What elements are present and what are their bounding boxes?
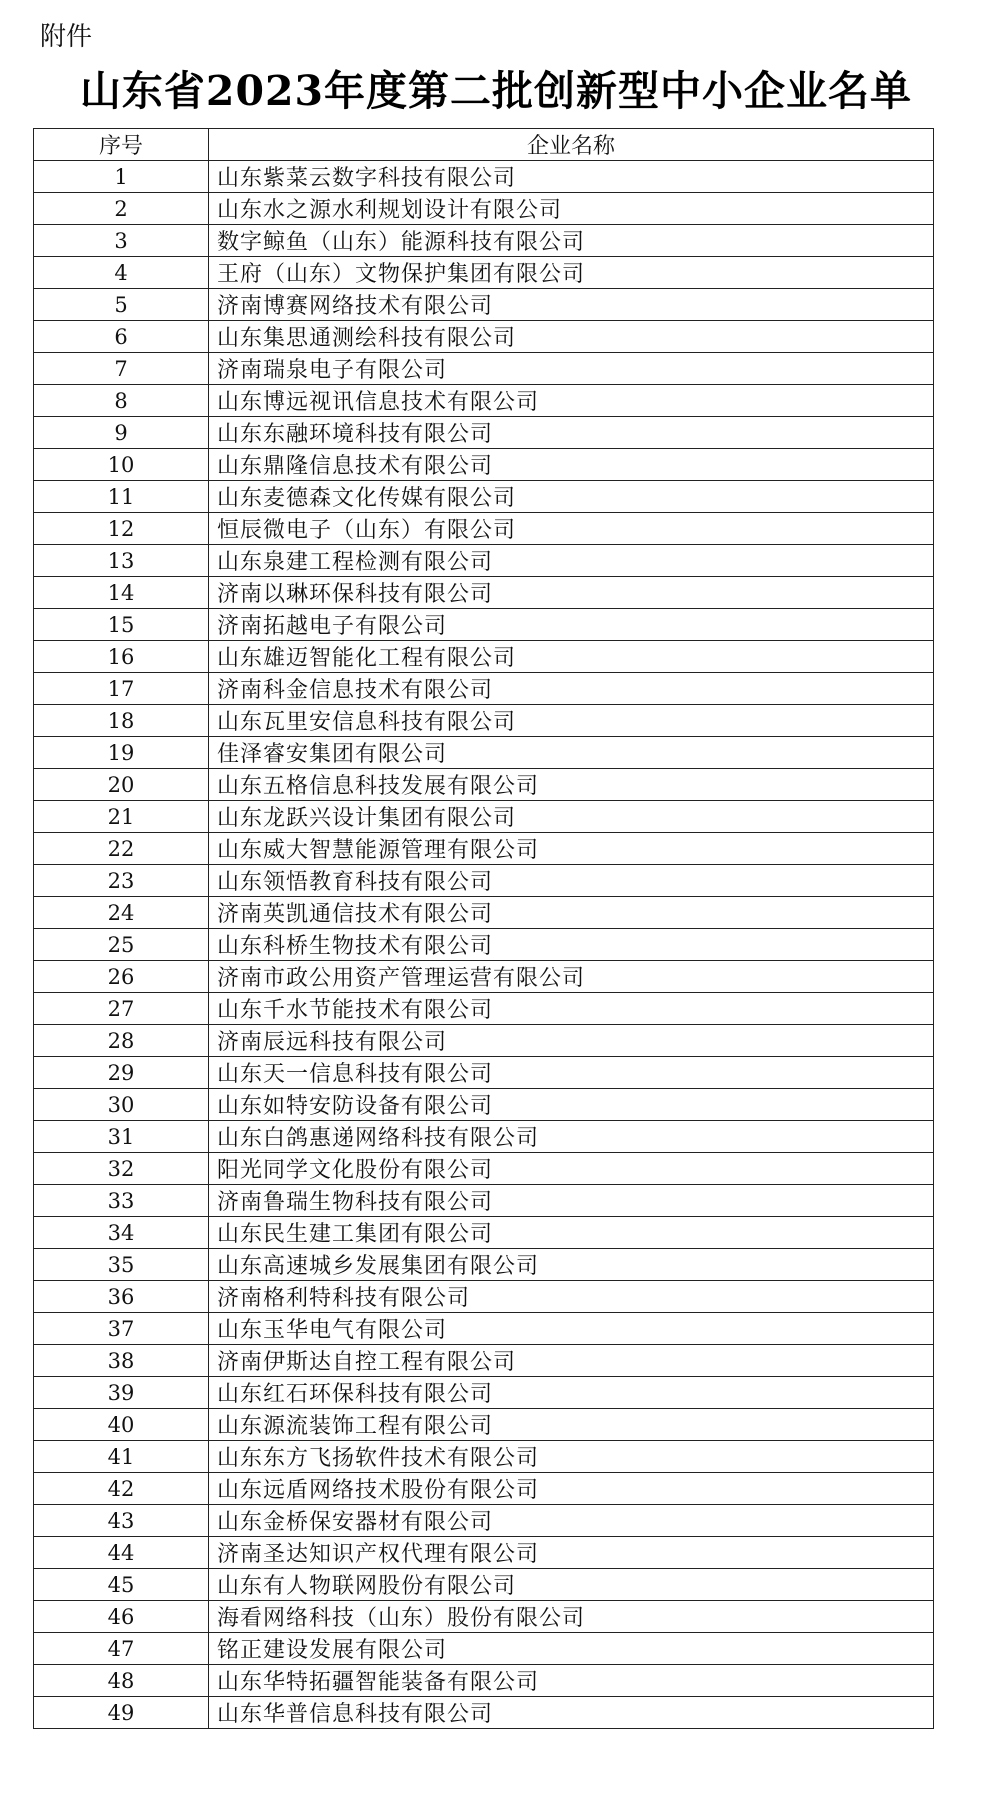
company-name: 山东华特拓疆智能装备有限公司 [209,1665,934,1697]
company-name: 数字鲸鱼（山东）能源科技有限公司 [209,225,934,257]
row-number: 30 [34,1089,209,1121]
row-number: 24 [34,897,209,929]
table-row [34,1409,934,1441]
table-row [34,1601,934,1633]
row-number: 15 [34,609,209,641]
table-row [34,769,934,801]
row-number: 21 [34,801,209,833]
company-name: 山东天一信息科技有限公司 [209,1057,934,1089]
table-row [34,1377,934,1409]
row-number: 1 [34,161,209,193]
row-number: 3 [34,225,209,257]
table-row [34,1441,934,1473]
row-number: 25 [34,929,209,961]
row-number: 29 [34,1057,209,1089]
company-name: 山东龙跃兴设计集团有限公司 [209,801,934,833]
table-row [34,1313,934,1345]
company-name: 山东博远视讯信息技术有限公司 [209,385,934,417]
row-number: 36 [34,1281,209,1313]
row-number: 48 [34,1665,209,1697]
table-row [34,801,934,833]
company-name: 山东雄迈智能化工程有限公司 [209,641,934,673]
table-row [34,513,934,545]
company-name: 山东五格信息科技发展有限公司 [209,769,934,801]
table-row [34,1633,934,1665]
table-row [34,673,934,705]
row-number: 17 [34,673,209,705]
table-row [34,577,934,609]
table-row [34,1281,934,1313]
attachment-label: 附件 [40,22,93,52]
table-row [34,1153,934,1185]
company-name: 济南圣达知识产权代理有限公司 [209,1537,934,1569]
company-name: 济南瑞泉电子有限公司 [209,353,934,385]
row-number: 42 [34,1473,209,1505]
row-number: 22 [34,833,209,865]
table-row [34,1249,934,1281]
company-name: 济南格利特科技有限公司 [209,1281,934,1313]
row-number: 8 [34,385,209,417]
company-name: 山东源流装饰工程有限公司 [209,1409,934,1441]
company-name: 山东有人物联网股份有限公司 [209,1569,934,1601]
table-row [34,481,934,513]
table-row [34,1185,934,1217]
row-number: 11 [34,481,209,513]
company-name: 山东泉建工程检测有限公司 [209,545,934,577]
company-name: 山东民生建工集团有限公司 [209,1217,934,1249]
table-row [34,1057,934,1089]
row-number: 40 [34,1409,209,1441]
company-name: 山东水之源水利规划设计有限公司 [209,193,934,225]
row-number: 26 [34,961,209,993]
row-number: 2 [34,193,209,225]
table-row [34,449,934,481]
row-number: 5 [34,289,209,321]
row-number: 10 [34,449,209,481]
row-number: 37 [34,1313,209,1345]
company-name: 山东华普信息科技有限公司 [209,1697,934,1729]
row-number: 32 [34,1153,209,1185]
company-name: 山东红石环保科技有限公司 [209,1377,934,1409]
company-name: 山东紫菜云数字科技有限公司 [209,161,934,193]
row-number: 44 [34,1537,209,1569]
table-row [34,545,934,577]
table-row [34,1473,934,1505]
table-header-row [34,129,934,161]
company-name: 山东玉华电气有限公司 [209,1313,934,1345]
table-row [34,257,934,289]
company-name: 山东鼎隆信息技术有限公司 [209,449,934,481]
table-row [34,1697,934,1729]
table-row [34,161,934,193]
company-name: 山东白鸽惠递网络科技有限公司 [209,1121,934,1153]
company-name: 恒辰微电子（山东）有限公司 [209,513,934,545]
company-name: 山东东方飞扬软件技术有限公司 [209,1441,934,1473]
row-number: 33 [34,1185,209,1217]
company-list-table [33,128,934,1729]
company-name: 铭正建设发展有限公司 [209,1633,934,1665]
company-name: 王府（山东）文物保护集团有限公司 [209,257,934,289]
table-row [34,865,934,897]
company-name: 海看网络科技（山东）股份有限公司 [209,1601,934,1633]
table-row [34,193,934,225]
company-name: 山东远盾网络技术股份有限公司 [209,1473,934,1505]
row-number: 19 [34,737,209,769]
row-number: 9 [34,417,209,449]
row-number: 43 [34,1505,209,1537]
company-name: 济南科金信息技术有限公司 [209,673,934,705]
company-name: 山东领悟教育科技有限公司 [209,865,934,897]
table-row [34,353,934,385]
company-name: 山东麦德森文化传媒有限公司 [209,481,934,513]
company-name: 山东金桥保安器材有限公司 [209,1505,934,1537]
table-row [34,1089,934,1121]
company-name: 山东高速城乡发展集团有限公司 [209,1249,934,1281]
company-name: 济南以琳环保科技有限公司 [209,577,934,609]
table-row [34,609,934,641]
table-row [34,1537,934,1569]
company-name: 山东如特安防设备有限公司 [209,1089,934,1121]
row-number: 6 [34,321,209,353]
company-name: 山东东融环境科技有限公司 [209,417,934,449]
table-row [34,225,934,257]
table-row [34,1121,934,1153]
row-number: 14 [34,577,209,609]
row-number: 27 [34,993,209,1025]
company-name: 山东集思通测绘科技有限公司 [209,321,934,353]
table-row [34,705,934,737]
row-number: 38 [34,1345,209,1377]
table-row [34,1217,934,1249]
column-header-number: 序号 [34,129,209,161]
table-row [34,833,934,865]
table-row [34,1569,934,1601]
table-row [34,321,934,353]
row-number: 4 [34,257,209,289]
row-number: 28 [34,1025,209,1057]
company-name: 济南拓越电子有限公司 [209,609,934,641]
table-row [34,385,934,417]
table-row [34,641,934,673]
row-number: 12 [34,513,209,545]
company-name: 山东千水节能技术有限公司 [209,993,934,1025]
table-row [34,289,934,321]
company-name: 山东瓦里安信息科技有限公司 [209,705,934,737]
table-row [34,929,934,961]
row-number: 16 [34,641,209,673]
row-number: 34 [34,1217,209,1249]
table-row [34,897,934,929]
table-row [34,1665,934,1697]
company-name: 济南辰远科技有限公司 [209,1025,934,1057]
table-row [34,961,934,993]
row-number: 45 [34,1569,209,1601]
row-number: 47 [34,1633,209,1665]
row-number: 13 [34,545,209,577]
row-number: 39 [34,1377,209,1409]
row-number: 46 [34,1601,209,1633]
company-list-table-container [33,128,933,1729]
row-number: 35 [34,1249,209,1281]
table-row [34,417,934,449]
column-header-company-name: 企业名称 [209,129,934,161]
table-row [34,737,934,769]
row-number: 7 [34,353,209,385]
table-row [34,1505,934,1537]
row-number: 20 [34,769,209,801]
row-number: 41 [34,1441,209,1473]
row-number: 18 [34,705,209,737]
table-row [34,1025,934,1057]
company-name: 山东科桥生物技术有限公司 [209,929,934,961]
row-number: 23 [34,865,209,897]
company-name: 济南市政公用资产管理运营有限公司 [209,961,934,993]
company-name: 济南英凯通信技术有限公司 [209,897,934,929]
company-name: 济南博赛网络技术有限公司 [209,289,934,321]
company-name: 济南鲁瑞生物科技有限公司 [209,1185,934,1217]
company-name: 阳光同学文化股份有限公司 [209,1153,934,1185]
company-name: 山东威大智慧能源管理有限公司 [209,833,934,865]
company-name: 佳泽睿安集团有限公司 [209,737,934,769]
table-row [34,1345,934,1377]
row-number: 31 [34,1121,209,1153]
company-name: 济南伊斯达自控工程有限公司 [209,1345,934,1377]
row-number: 49 [34,1697,209,1729]
table-body [34,161,934,1729]
table-row [34,993,934,1025]
document-title: 山东省2023年度第二批创新型中小企业名单 [79,67,913,115]
